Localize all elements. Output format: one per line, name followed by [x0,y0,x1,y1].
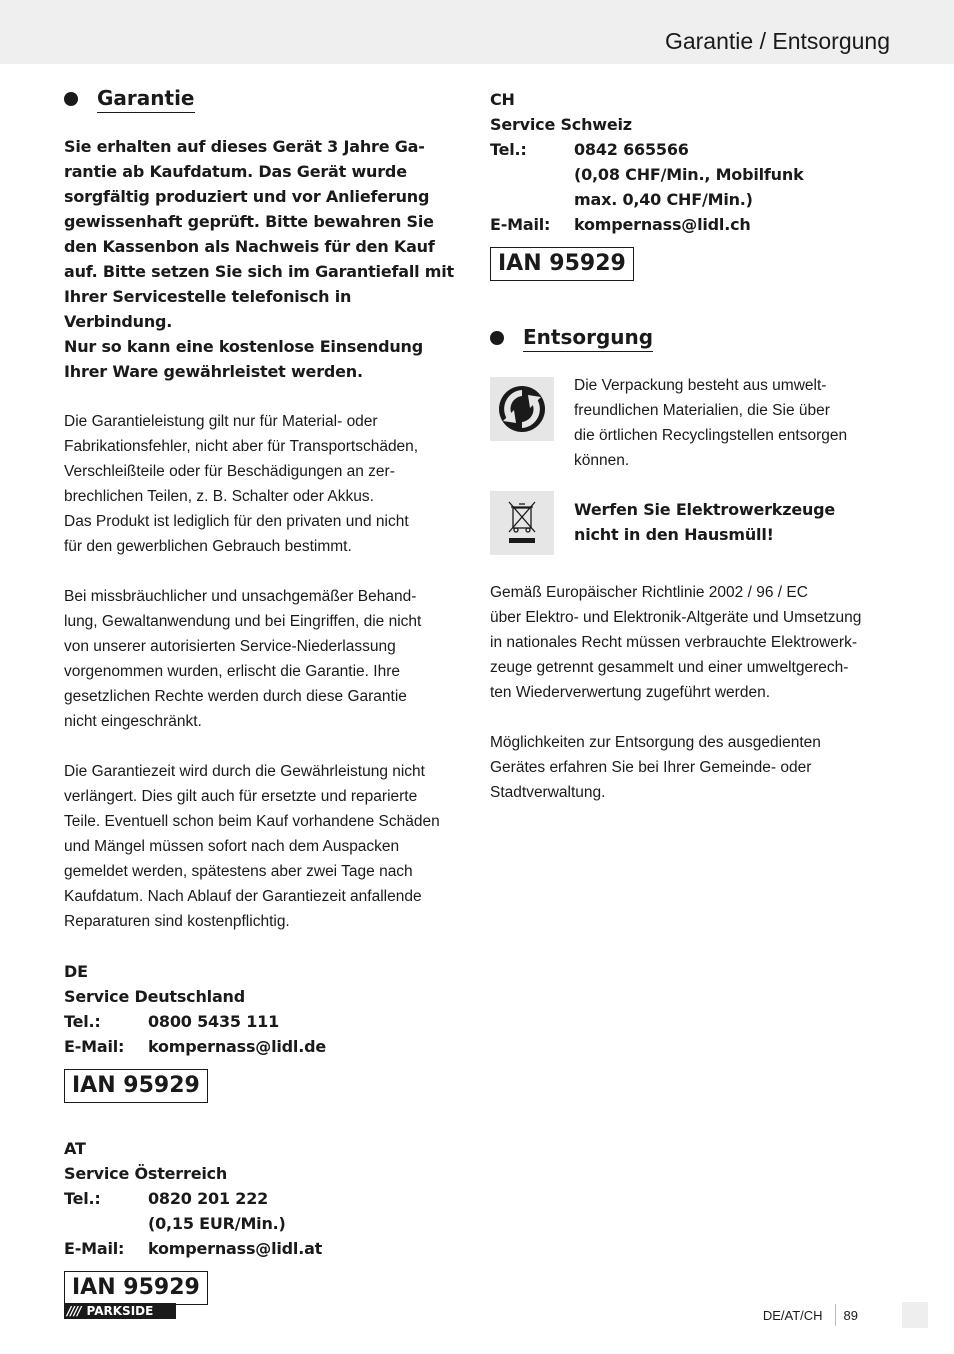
text-line: Gemäß Europäischer Richtlinie 2002 / 96 / EC [490,584,808,601]
text-line: Teile. Eventuell schon beim Kauf vorhandene Schäden [64,813,440,830]
text-line: verlängert. Dies gilt auch für ersetzte und reparierte [64,788,418,805]
contact-ch [490,87,890,237]
garantie-paragraph-1 [64,409,464,559]
text-line: Ihrer Ware gewährleistet werden. [64,362,363,381]
phone-rate-note: (0,08 CHF/Min., Mobilfunk [574,165,804,184]
text-line: Nur so kann eine kostenlose Einsendung [64,337,423,356]
text-line: brechlichen Teilen, z. B. Schalter oder Akkus. [64,488,374,505]
garantie-title: Garantie [97,85,195,113]
contact-at [64,1136,464,1261]
parkside-logo [64,1303,176,1319]
page-number: 89 [843,1307,858,1323]
text-line: nicht in den Hausmüll! [574,525,774,544]
ian-box: IAN 95929 [64,1271,208,1305]
garantie-heading [64,84,464,114]
text-line: Die Verpackung besteht aus umwelt- [574,377,827,394]
text-line: ten Wiederverwertung zugeführt werden. [490,684,771,701]
garantie-paragraph-3 [64,759,464,934]
text-line: die örtlichen Recyclingstellen entsorgen [574,427,848,444]
text-line: den Kassenbon als Nachweis für den Kauf [64,237,435,256]
text-line: gewissenhaft geprüft. Bitte bewahren Sie [64,212,434,231]
text-line: von unserer autorisierten Service-Niederlassung [64,638,396,655]
logo-text: PARKSIDE [86,1304,154,1318]
text-line: Die Garantiezeit wird durch die Gewährleistung nicht [64,763,425,780]
phone-rate-note: (0,15 EUR/Min.) [148,1214,286,1233]
email-label: E-Mail: [490,215,551,234]
crossed-out-wheelie-bin-icon [490,491,554,555]
country-code: DE [64,962,88,981]
text-line: rantie ab Kaufdatum. Das Gerät wurde [64,162,407,181]
ian-box: IAN 95929 [64,1069,208,1103]
bullet-icon [64,92,78,106]
phone-number: 0820 201 222 [148,1189,269,1208]
recycle-notice [490,373,890,473]
entsorgung-paragraph-2 [490,730,890,805]
email-address: kompernass@lidl.ch [574,215,751,234]
entsorgung-heading [490,323,890,353]
text-line: gemeldet werden, spätestens aber zwei Tage nach [64,863,413,880]
country-code: AT [64,1139,86,1158]
footer-meta [763,1304,858,1326]
logo-slashes: //// [67,1304,81,1318]
text-line: Das Produkt ist lediglich für den privaten und nicht [64,513,409,530]
text-line: Die Garantieleistung gilt nur für Material- oder [64,413,378,430]
ian-box: IAN 95929 [490,247,634,281]
text-line: zeuge getrennt gesammelt und einer umweltgerech- [490,659,849,676]
text-line: vorgenommen wurden, erlischt die Garantie. Ihre [64,663,400,680]
page-title: Garantie / Entsorgung [664,28,890,54]
contact-de [64,959,464,1059]
text-line: Fabrikationsfehler, nicht aber für Transportschäden, [64,438,419,455]
text-line: lung, Gewaltanwendung und bei Eingriffen, die nicht [64,613,422,630]
text-line: Bei missbräuchlicher und unsachgemäßer Behand- [64,588,417,605]
text-line: Reparaturen sind kostenpflichtig. [64,913,290,930]
text-line: nicht eingeschränkt. [64,713,202,730]
text-line: können. [574,452,630,469]
divider [835,1304,836,1326]
text-line: Verschleißteile oder für Beschädigungen an zer- [64,463,395,480]
text-line: Sie erhalten auf dieses Gerät 3 Jahre Ga- [64,137,425,156]
email-label: E-Mail: [64,1037,125,1056]
service-name: Service Österreich [64,1164,228,1183]
text-line: freundlichen Materialien, die Sie über [574,402,830,419]
right-column [490,87,890,805]
email-label: E-Mail: [64,1239,125,1258]
text-line: über Elektro- und Elektronik-Altgeräte und Umsetzung [490,609,862,626]
language-codes: DE/AT/CH [762,1307,823,1323]
text-line: Stadtverwaltung. [490,784,606,801]
bullet-icon [490,331,504,345]
tel-label: Tel.: [490,140,527,159]
phone-number: 0800 5435 111 [148,1012,280,1031]
text-line: Werfen Sie Elektrowerkzeuge [574,500,836,519]
phone-number: 0842 665566 [574,140,689,159]
email-address: kompernass@lidl.de [148,1037,326,1056]
email-address: kompernass@lidl.at [148,1239,323,1258]
entsorgung-title: Entsorgung [523,324,653,352]
entsorgung-paragraph-1 [490,580,890,705]
garantie-paragraph-2 [64,584,464,734]
text-line: für den gewerblichen Gebrauch bestimmt. [64,538,352,555]
page-corner-box [902,1302,928,1328]
text-line: Ihrer Servicestelle telefonisch in Verbindung. [64,287,352,331]
left-column [64,84,464,1305]
service-name: Service Schweiz [490,115,632,134]
weee-notice [490,491,890,555]
country-code: CH [490,90,515,109]
tel-label: Tel.: [64,1189,101,1208]
service-name: Service Deutschland [64,987,245,1006]
text-line: Möglichkeiten zur Entsorgung des ausgedienten [490,734,821,751]
text-line: Kaufdatum. Nach Ablauf der Garantiezeit anfallende [64,888,422,905]
green-dot-recycle-icon [490,377,554,441]
garantie-intro [64,134,464,384]
text-line: und Mängel müssen sofort nach dem Auspacken [64,838,400,855]
text-line: Gerätes erfahren Sie bei Ihrer Gemeinde- oder [490,759,812,776]
tel-label: Tel.: [64,1012,101,1031]
text-line: sorgfältig produziert und vor Anlieferung [64,187,430,206]
phone-rate-note: max. 0,40 CHF/Min.) [574,190,753,209]
text-line: auf. Bitte setzen Sie sich im Garantiefall mit [64,262,454,281]
text-line: gesetzlichen Rechte werden durch diese Garantie [64,688,407,705]
text-line: in nationales Recht müssen verbrauchte Elektrowerk- [490,634,858,651]
